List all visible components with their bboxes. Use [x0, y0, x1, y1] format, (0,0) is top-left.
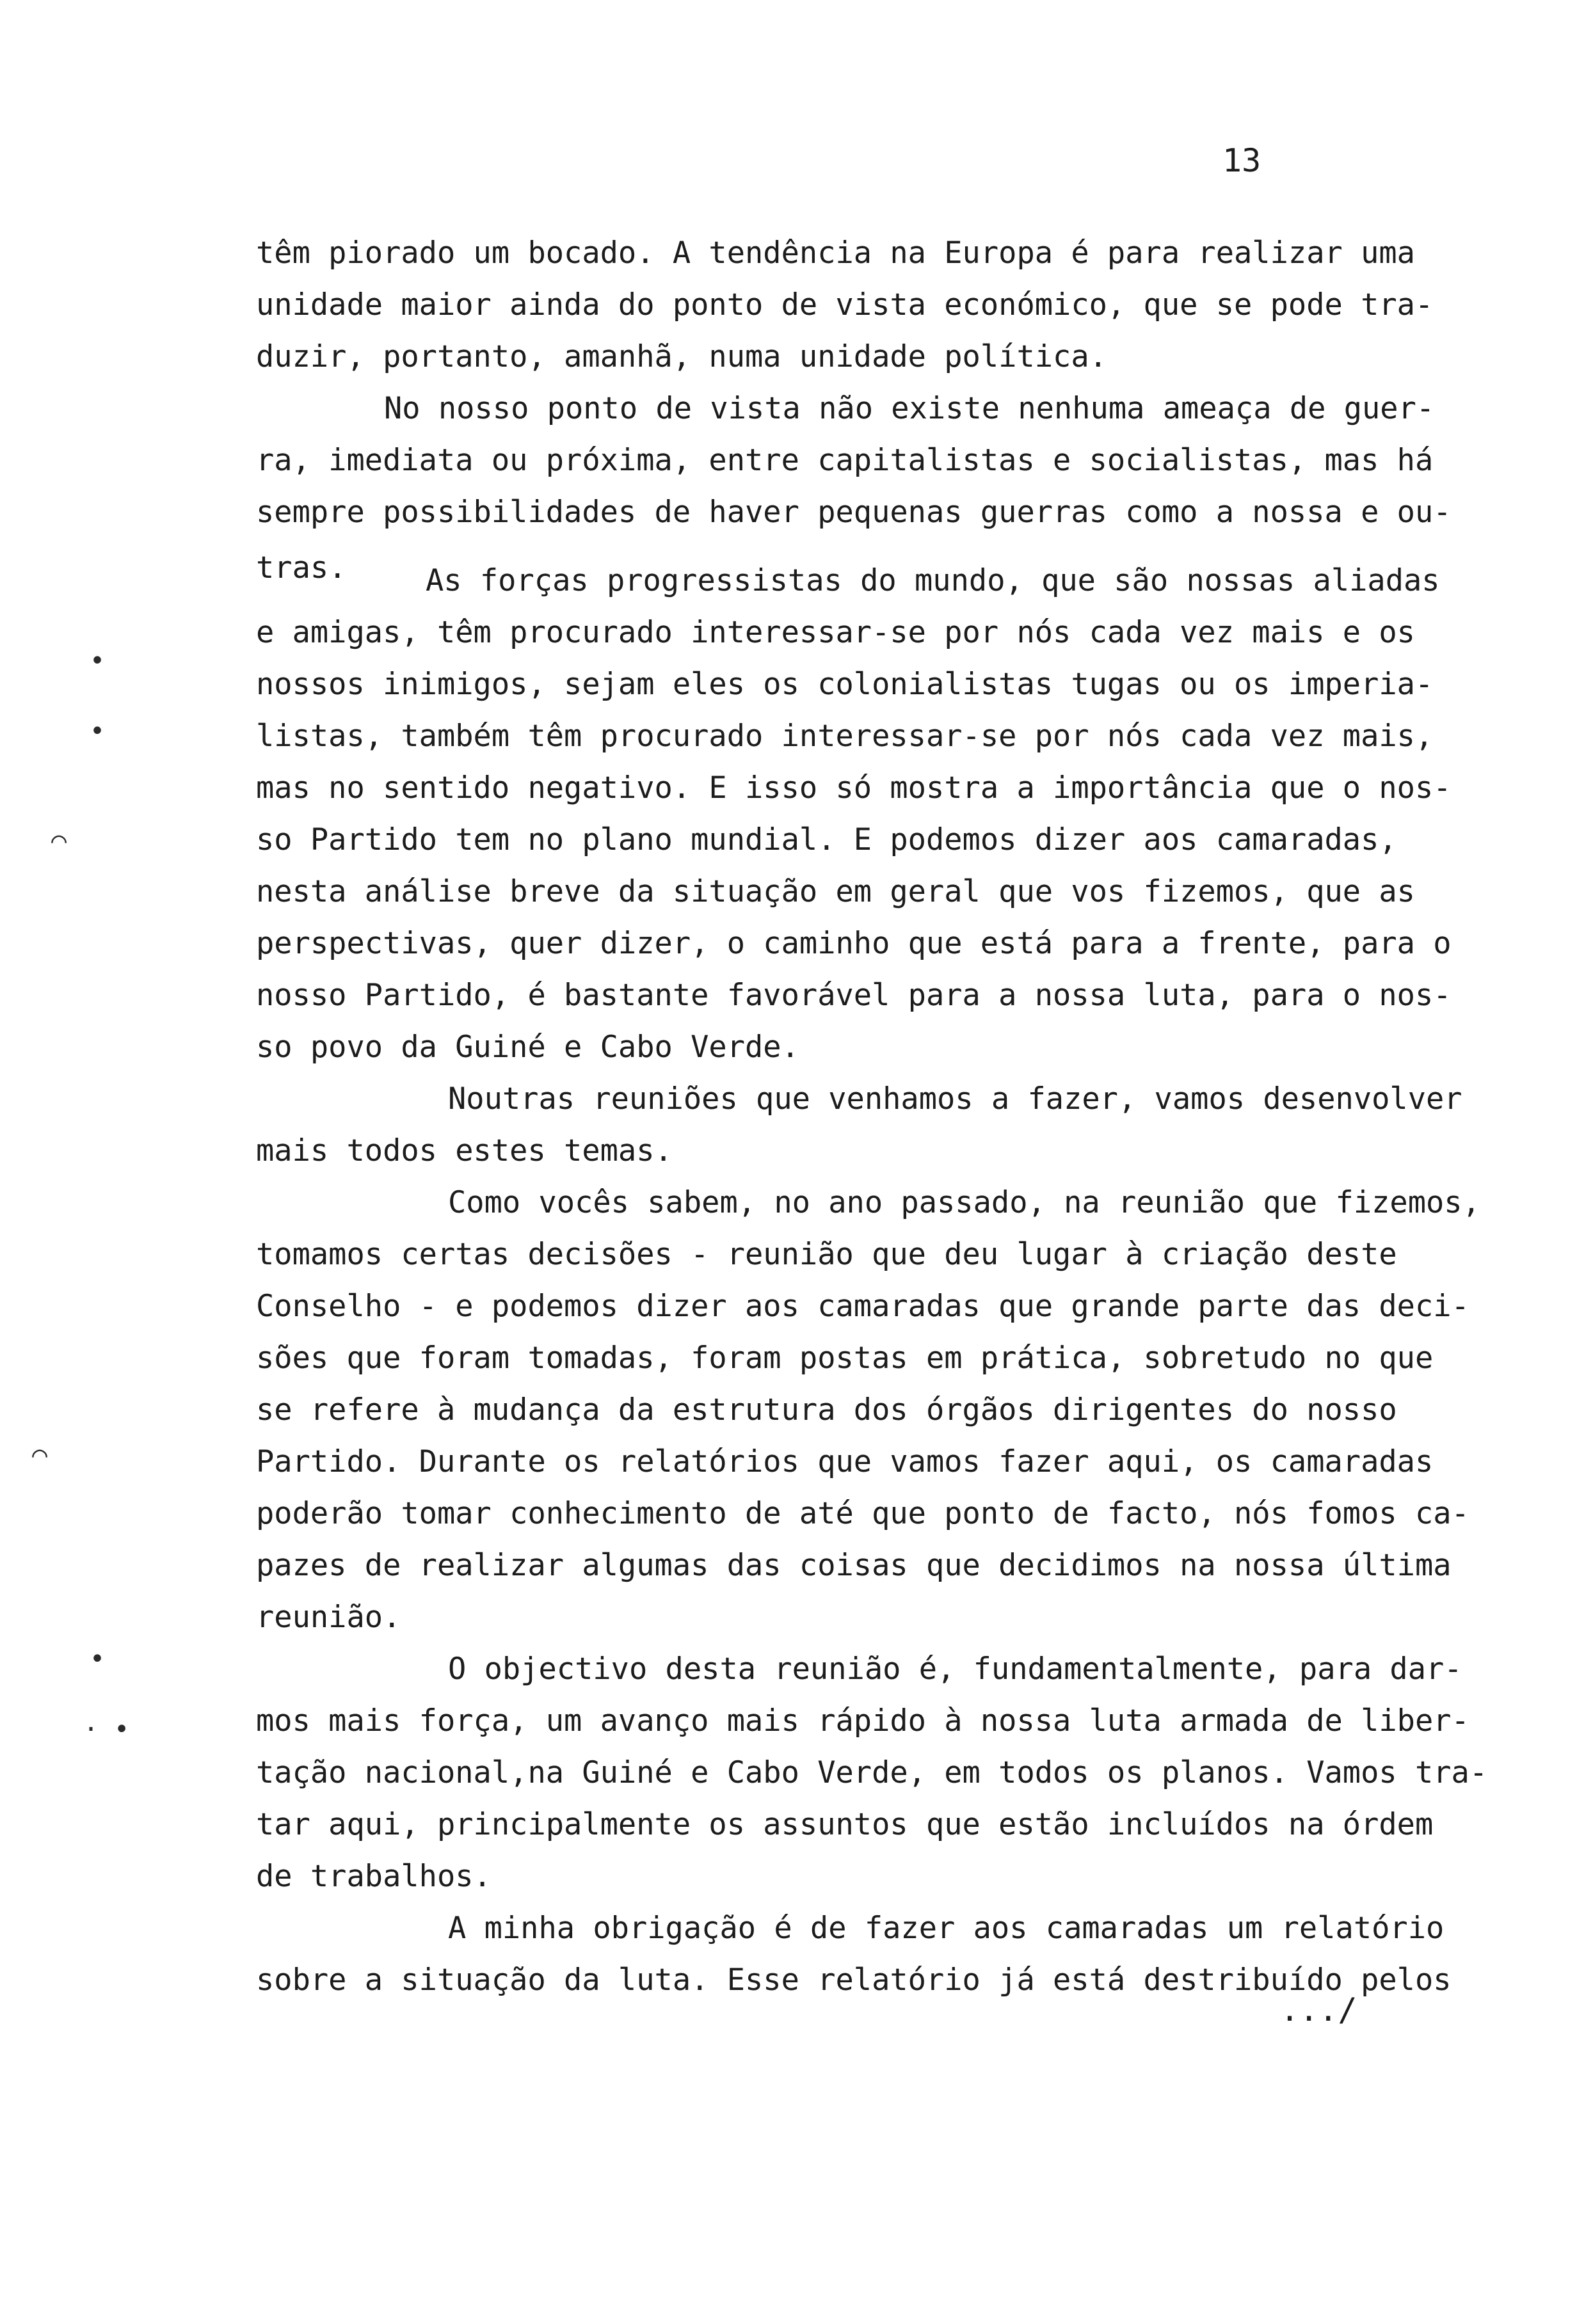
text-line: sempre possibilidades de haver pequenas guerras como a nossa e ou-	[256, 495, 1452, 530]
text-line: mas no sentido negativo. E isso só mostra a importância que o nos-	[256, 770, 1452, 806]
margin-arc-mark: ⌒	[51, 825, 67, 855]
text-line: O objectivo desta reunião é, fundamentalmente, para dar-	[448, 1651, 1462, 1687]
text-line: se refere à mudança da estrutura dos órgãos dirigentes do nosso	[256, 1392, 1397, 1428]
text-line: mos mais força, um avanço mais rápido à nossa luta armada de liber-	[256, 1703, 1469, 1739]
text-line: mais todos estes temas.	[256, 1133, 673, 1168]
text-line: reunião.	[256, 1600, 401, 1635]
text-line: tar aqui, principalmente os assuntos que estão incluídos na órdem	[256, 1807, 1434, 1842]
text-line: de trabalhos.	[256, 1859, 492, 1894]
text-line: e amigas, têm procurado interessar-se por nós cada vez mais e os	[256, 615, 1415, 650]
text-line: so Partido tem no plano mundial. E podemos dizer aos camaradas,	[256, 822, 1397, 857]
text-line: Como vocês sabem, no ano passado, na reunião que fizemos,	[448, 1185, 1480, 1220]
text-line: têm piorado um bocado. A tendência na Europa é para realizar uma	[256, 235, 1415, 271]
text-line: Noutras reuniões que venhamos a fazer, vamos desenvolver	[448, 1081, 1462, 1117]
text-line: tação nacional,na Guiné e Cabo Verde, em todos os planos. Vamos tra-	[256, 1755, 1488, 1790]
text-line: Conselho - e podemos dizer aos camaradas que grande parte das deci-	[256, 1289, 1469, 1324]
margin-dot-mark: •	[90, 717, 106, 746]
text-line: unidade maior ainda do ponto de vista económico, que se pode tra-	[256, 287, 1434, 322]
text-line: tomamos certas decisões - reunião que deu lugar à criação deste	[256, 1237, 1397, 1272]
margin-dot-mark: · •	[83, 1715, 130, 1744]
text-line: duzir, portanto, amanhã, numa unidade política.	[256, 339, 1107, 374]
text-line: sobre a situação da luta. Esse relatório já está destribuído pelos	[256, 1962, 1452, 1998]
margin-arc-mark: ⌒	[32, 1440, 48, 1469]
margin-dot-mark: •	[90, 1644, 106, 1674]
continuation-dots: ...	[1280, 1991, 1338, 2028]
text-line: nossos inimigos, sejam eles os colonialistas tugas ou os imperia-	[256, 667, 1434, 702]
text-line: ra, imediata ou próxima, entre capitalistas e socialistas, mas há	[256, 443, 1434, 478]
text-line: Partido. Durante os relatórios que vamos fazer aqui, os camaradas	[256, 1444, 1434, 1479]
text-line: tras.	[256, 550, 347, 585]
text-line: so povo da Guiné e Cabo Verde.	[256, 1030, 799, 1065]
text-line: No nosso ponto de vista não existe nenhuma ameaça de guer-	[384, 391, 1435, 426]
text-line: poderão tomar conhecimento de até que ponto de facto, nós fomos ca-	[256, 1496, 1469, 1531]
continuation-slash: /	[1338, 1991, 1357, 2028]
text-line: nesta análise breve da situação em geral que vos fizemos, que as	[256, 874, 1415, 909]
page-number: 13	[1222, 142, 1261, 179]
margin-dot-mark: •	[90, 646, 106, 676]
text-line: As forças progressistas do mundo, que são nossas aliadas	[426, 563, 1440, 598]
text-line: listas, também têm procurado interessar-se por nós cada vez mais,	[256, 719, 1434, 754]
text-line: perspectivas, quer dizer, o caminho que está para a frente, para o	[256, 926, 1452, 961]
continuation-mark	[1280, 1991, 1357, 2028]
text-line: A minha obrigação é de fazer aos camaradas um relatório	[448, 1911, 1445, 1946]
text-line: nosso Partido, é bastante favorável para a nossa luta, para o nos-	[256, 978, 1452, 1013]
text-line: sões que foram tomadas, foram postas em prática, sobretudo no que	[256, 1341, 1434, 1376]
text-line: pazes de realizar algumas das coisas que decidimos na nossa última	[256, 1548, 1452, 1583]
